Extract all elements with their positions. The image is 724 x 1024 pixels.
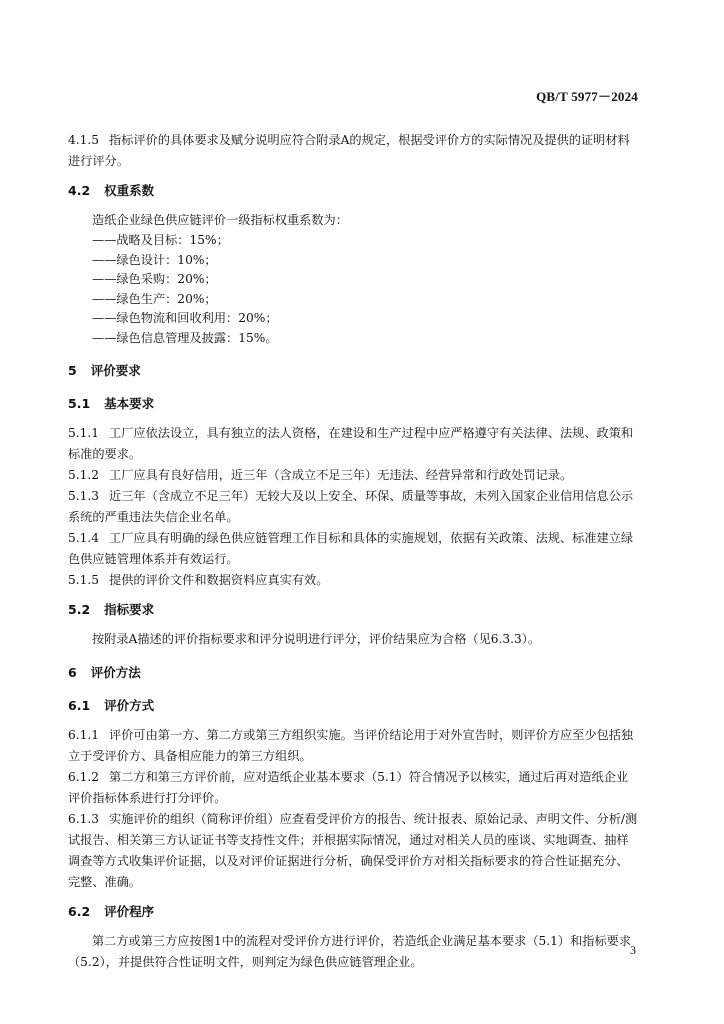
- clause-5-1-5: [68, 570, 640, 591]
- clause-6-1-1: [68, 725, 640, 767]
- heading-title: 指标要求: [104, 602, 155, 617]
- clause-text: 评价可由第一方、第二方或第三方组织实施。当评价结论用于对外宣告时，则评价方应至少包括独立于受评价方、具备相应能力的第三方组织。: [68, 728, 634, 763]
- document-body: [68, 130, 640, 973]
- heading-6-1: [68, 696, 640, 716]
- heading-number: 4.2: [68, 183, 91, 198]
- clause-text: 工厂应具有明确的绿色供应链管理工作目标和具体的实施规划，依据有关政策、法规、标准建立绿色供应链管理体系并有效运行。: [68, 531, 634, 566]
- clause-number: 5.1.4: [68, 531, 100, 545]
- clause-number: 5.1.1: [68, 426, 100, 440]
- heading-5: [68, 361, 640, 381]
- clause-text: 工厂应依法设立，具有独立的法人资格，在建设和生产过程中应严格遵守有关法律、法规、政策和标准的要求。: [68, 426, 634, 461]
- heading-title: 权重系数: [104, 183, 155, 198]
- clause-5-1-2: [68, 465, 640, 486]
- clause-text: 第二方和第三方评价前，应对造纸企业基本要求（5.1）符合情况予以核实，通过后再对造纸企业评价指标体系进行打分评价。: [68, 770, 629, 805]
- heading-4-2: [68, 181, 640, 201]
- clause-5-1-4: [68, 528, 640, 570]
- heading-6-2: [68, 902, 640, 922]
- standard-code: QB/T 5977－2024: [536, 89, 638, 104]
- clause-number: 4.1.5: [68, 133, 100, 147]
- clause-5-1-3: [68, 486, 640, 528]
- heading-number: 6: [68, 665, 77, 680]
- weight-list: [68, 231, 640, 348]
- weight-intro: 造纸企业绿色供应链评价一级指标权重系数为：: [92, 213, 348, 227]
- list-item: ——绿色采购：20%；: [92, 272, 217, 286]
- heading-title: 评价程序: [104, 904, 155, 919]
- list-item: ——绿色设计：10%；: [92, 252, 217, 267]
- heading-5-2: [68, 600, 640, 620]
- heading-title: 评价方式: [104, 698, 155, 713]
- list-item: ——战略及目标：15%；: [92, 233, 229, 247]
- clause-text: 提供的评价文件和数据资料应真实有效。: [109, 573, 329, 587]
- heading-5-1: [68, 394, 640, 414]
- clause-6-1-2: [68, 767, 640, 809]
- clause-5-1-1: [68, 423, 640, 465]
- clause-number: 5.1.5: [68, 573, 100, 587]
- heading-title: 基本要求: [104, 396, 155, 411]
- list-item: ——绿色信息管理及披露：15%。: [92, 330, 278, 345]
- clause-text: 近三年（含成立不足三年）无较大及以上安全、环保、质量等事故，未列入国家企业信用信息公示系统的严重违法失信企业名单。: [68, 489, 634, 524]
- clause-number: 6.1.1: [68, 728, 100, 742]
- evaluation-procedure-text: 第二方或第三方应按图1中的流程对受评价方进行评价，若造纸企业满足基本要求（5.1）和指标要求（5.2），并提供符合性证明文件，则判定为绿色供应链管理企业。: [68, 934, 632, 969]
- heading-title: 评价要求: [90, 363, 141, 378]
- clause-text: 指标评价的具体要求及赋分说明应符合附录A的规定，根据受评价方的实际情况及提供的证明材料进行评分。: [68, 133, 630, 168]
- list-item: ——绿色生产：20%；: [92, 291, 217, 306]
- heading-number: 6.1: [68, 698, 91, 713]
- clause-6-1-3: [68, 809, 640, 893]
- clause-number: 5.1.2: [68, 468, 100, 482]
- indicator-requirement-text: 按附录A描述的评价指标要求和评分说明进行评分，评价结果应为合格（见6.3.3）。: [92, 632, 541, 646]
- clause-number: 6.1.2: [68, 770, 100, 784]
- heading-number: 5: [68, 363, 77, 378]
- heading-number: 5.1: [68, 396, 91, 411]
- heading-6: [68, 663, 640, 683]
- list-item: ——绿色物流和回收利用：20%；: [92, 311, 278, 325]
- heading-title: 评价方法: [90, 665, 141, 680]
- heading-number: 6.2: [68, 904, 91, 919]
- clause-text: 实施评价的组织（简称评价组）应查看受评价方的报告、统计报表、原始记录、声明文件、分析/测试报告、相关第三方认证证书等支持性文件；并根据实际情况，通过对相关人员的座谈、实地调查、抽样调查等方式收集评价证据，以及对评价证据进行分析，确保受评价方对相关指标要求的符合性证据充分、完整、准确。: [68, 812, 638, 889]
- clause-text: 工厂应具有良好信用，近三年（含成立不足三年）无违法、经营异常和行政处罚记录。: [109, 468, 573, 482]
- clause-number: 6.1.3: [68, 812, 100, 826]
- heading-number: 5.2: [68, 602, 91, 617]
- page-number: 3: [630, 943, 636, 957]
- clause-4-1-5: [68, 130, 640, 172]
- clause-number: 5.1.3: [68, 489, 100, 503]
